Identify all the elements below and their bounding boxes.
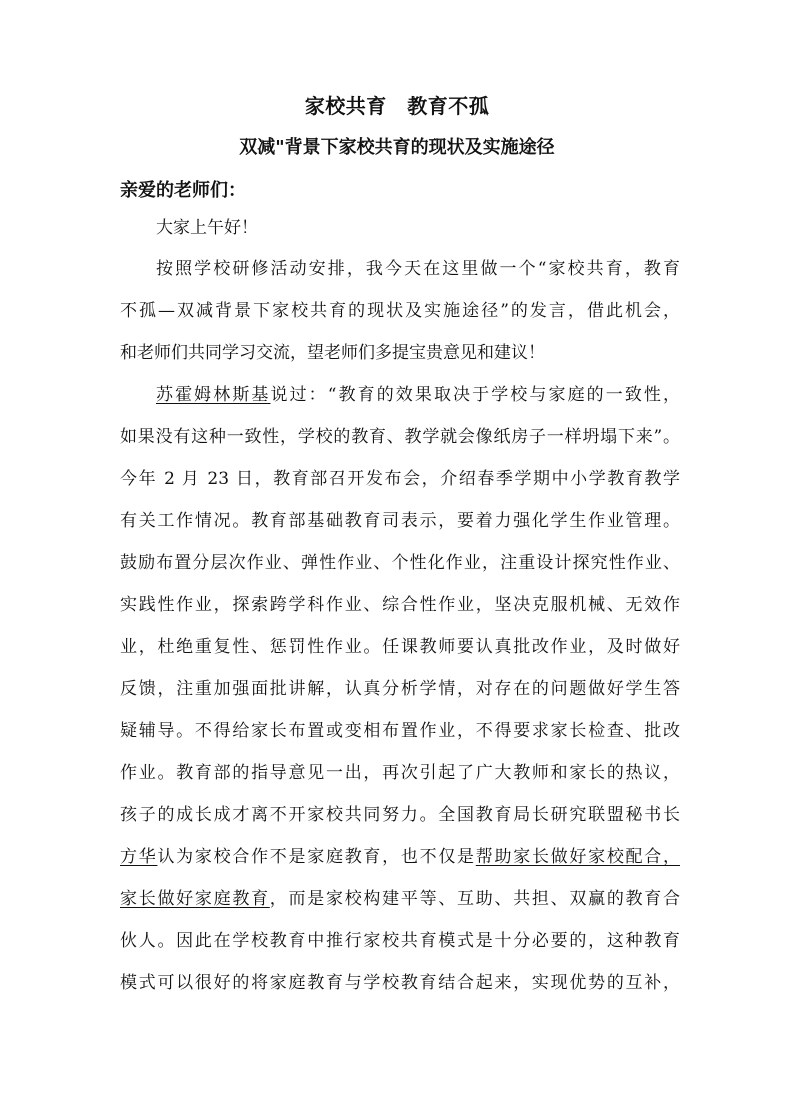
text-span: 说过：“教育的效果取决于学校与家庭的一致性， — [270, 385, 680, 405]
underlined-text: 家长做好家庭教育 — [120, 889, 270, 909]
paragraph-line: 反馈，注重加强面批讲解，认真分析学情，对存在的问题做好学生答 — [120, 679, 680, 699]
person-name-link: 方华 — [120, 847, 158, 867]
paragraph-line: 孩子的成长成才离不开家校共同努力。全国教育局长研究联盟秘书长 — [120, 805, 680, 825]
paragraph-line: 实践性作业，探索跨学科作业、综合性作业，坚决克服机械、无效作 — [120, 595, 680, 615]
paragraph-line: 模式可以很好的将家庭教育与学校教育结合起来，实现优势的互补， — [120, 973, 680, 993]
paragraph-line: 今年 2 月 23 日，教育部召开发布会，介绍春季学期中小学教育教学 — [120, 469, 680, 489]
document-title: 家校共育 教育不孤 — [304, 94, 490, 118]
paragraph-line — [156, 380, 680, 410]
greeting-line: 大家上午好！ — [156, 218, 258, 238]
paragraph-line: 有关工作情况。教育部基础教育司表示，要着力强化学生作业管理。 — [120, 511, 680, 531]
paragraph-line: 鼓励布置分层次作业、弹性作业、个性化作业，注重设计探究性作业、 — [120, 553, 680, 573]
paragraph-line — [120, 842, 680, 872]
paragraph-line: 如果没有这种一致性，学校的教育、教学就会像纸房子一样坍塌下来”。 — [120, 427, 680, 447]
paragraph-line — [120, 884, 680, 914]
paragraph-line: 业，杜绝重复性、惩罚性作业。任课教师要认真批改作业，及时做好 — [120, 637, 680, 657]
paragraph-line: 按照学校研修活动安排，我今天在这里做一个“家校共育，教育 — [156, 259, 680, 279]
salutation: 亲爱的老师们： — [120, 180, 246, 201]
paragraph-line: 疑辅导。不得给家长布置或变相布置作业，不得要求家长检查、批改 — [120, 721, 680, 741]
underlined-text: 帮助家长做好家校配合， — [475, 847, 681, 867]
text-span: 认为家校合作不是家庭教育，也不仅是 — [157, 847, 476, 867]
paragraph-line: 和老师们共同学习交流，望老师们多提宝贵意见和建议！ — [120, 343, 545, 363]
paragraph-line: 伙人。因此在学校教育中推行家校共育模式是十分必要的，这种教育 — [120, 931, 680, 951]
text-span: ，而是家校构建平等、互助、共担、双赢的教育合 — [269, 889, 681, 909]
document-subtitle: 双减"背景下家校共育的现状及实施途径 — [239, 137, 555, 158]
person-name-link: 苏霍姆林斯基 — [156, 385, 271, 405]
paragraph-line: 不孤—双减背景下家校共育的现状及实施途径”的发言，借此机会， — [120, 301, 680, 321]
paragraph-line: 作业。教育部的指导意见一出，再次引起了广大教师和家长的热议， — [120, 763, 680, 783]
